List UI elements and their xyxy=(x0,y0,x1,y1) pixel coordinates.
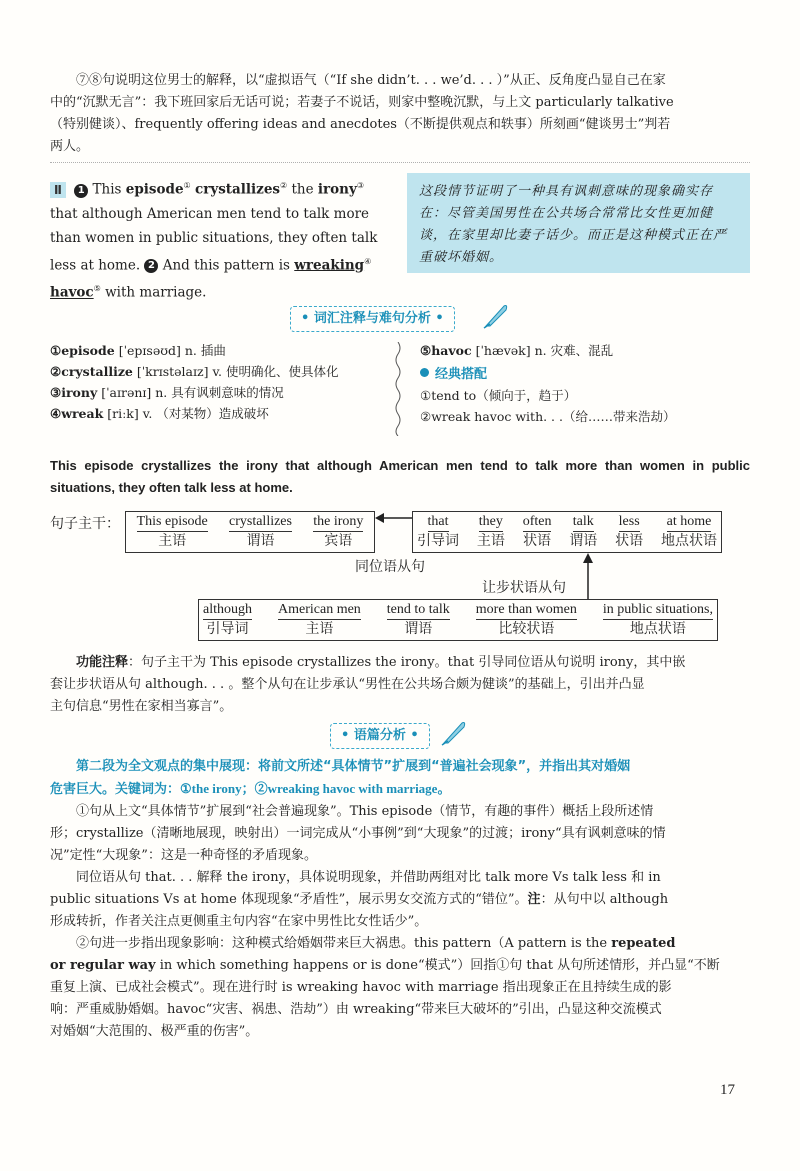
diagram-cell xyxy=(611,512,647,552)
cell-zh: 主语 xyxy=(158,534,187,549)
cell-zh: 引导词 xyxy=(417,534,459,549)
cell-en: tend to talk xyxy=(387,600,450,620)
text-line: 况”定性“大现象”：这是一种奇怪的矛盾现象。 xyxy=(50,848,317,863)
bold-run: repeated xyxy=(611,936,676,951)
cell-en: the irony xyxy=(313,512,363,532)
vocab-item xyxy=(50,361,338,382)
vocab-banner: • 词汇注释与难句分析 • xyxy=(290,306,455,332)
cell-zh: 地点状语 xyxy=(660,534,717,549)
note-mark: ④ xyxy=(364,256,372,266)
sentence-number: 2 xyxy=(144,259,158,273)
cell-en: American men xyxy=(278,600,361,620)
arrow-up-icon xyxy=(581,553,595,599)
text-line: （特别健谈）、frequently offering ideas and anecdotes（不断提供观点和轶事）所刻画“健谈男士”判若 xyxy=(50,117,671,132)
text-line xyxy=(50,652,750,674)
text-line xyxy=(50,778,750,801)
cell-en: at home xyxy=(667,512,712,532)
vocab-def: [ˈkrɪstəlaɪz] v. 使明确化、使具体化 xyxy=(136,364,339,379)
function-note-label: 功能注释 xyxy=(76,655,129,670)
concessive-label: 让步状语从句 xyxy=(482,580,566,596)
text-run: ：句子主干为 This episode crystallizes the irony。that 引导同位语从句说明 irony，其中嵌 xyxy=(128,655,686,670)
dotted-divider xyxy=(50,162,750,163)
vocab-head: ④wreak xyxy=(50,406,104,421)
text-line: 响：严重威胁婚姻。havoc“灾害、祸患、浩劫”）由 wreaking“带来巨大破坏的”引出，凸显这种交流模式 xyxy=(50,1002,662,1017)
text-line: 对婚姻“大范围的、极严重的伤害”。 xyxy=(50,1024,259,1039)
discourse-heading: 危害巨大。关键词为： xyxy=(50,782,181,797)
vocab-head: ②crystallize xyxy=(50,364,133,379)
cell-en: talk xyxy=(573,512,594,532)
concessive-clause-box xyxy=(198,599,718,641)
appositive-clause-box xyxy=(412,511,722,553)
vocab-word: episode xyxy=(125,181,184,198)
cell-zh: 地点状语 xyxy=(629,622,686,637)
wavy-divider xyxy=(393,342,403,436)
text-line: 重复上演、已成社会模式”。现在进行时 is wreaking havoc with marriage 指出现象正在且持续生成的影 xyxy=(50,980,672,995)
discourse-banner: • 语篇分析 • xyxy=(330,723,430,749)
collocation-item: ①tend to（倾向于，趋于） xyxy=(420,388,577,403)
arrow-left-icon xyxy=(375,510,415,526)
diagram-cell xyxy=(274,600,365,640)
passage-text-run: with marriage. xyxy=(105,284,207,301)
note-mark: ③ xyxy=(356,181,364,190)
quill-icon xyxy=(440,719,468,747)
vocab-def: [ˈhævək] n. 灾难、混乱 xyxy=(475,343,614,358)
cell-en: in public situations, xyxy=(603,600,713,620)
text-line: 形成转折，作者关注点更侧重主句内容“在家中男性比女性话少”。 xyxy=(50,914,428,929)
text-line xyxy=(50,933,750,955)
function-note xyxy=(50,652,750,718)
cell-en: that xyxy=(428,512,449,532)
note-mark: ⑤ xyxy=(93,284,101,293)
vocab-item xyxy=(420,340,675,361)
vocab-word: wreaking xyxy=(294,257,365,273)
keywords: ①the irony；②wreaking havoc with marriage xyxy=(180,781,438,796)
diagram-cell xyxy=(599,600,717,640)
cell-en: less xyxy=(619,512,640,532)
cell-en: often xyxy=(523,512,552,532)
vocab-def: [riːk] v. （对某物）造成破坏 xyxy=(107,406,269,421)
collocation-title-text: 经典搭配 xyxy=(435,367,488,382)
diagram-cell xyxy=(133,512,212,552)
cell-zh: 比较状语 xyxy=(498,622,555,637)
text-run: ②句进一步指出现象影响：这种模式给婚姻带来巨大祸患。this pattern（A pattern is the xyxy=(76,936,608,951)
main-clause-box xyxy=(125,511,375,553)
top-paragraph xyxy=(50,70,750,158)
quill-icon xyxy=(482,302,510,330)
diagram-cell xyxy=(565,512,601,552)
passage-text-run: that although American men tend to talk more than women in public situations, they often talk less at home. xyxy=(50,205,378,273)
cell-zh: 主语 xyxy=(476,534,505,549)
cell-en: they xyxy=(479,512,503,532)
diagram-cell xyxy=(225,512,296,552)
cell-en: This episode xyxy=(137,512,208,532)
cell-en: although xyxy=(203,600,252,620)
text-line xyxy=(50,889,750,911)
vocab-item xyxy=(50,340,338,361)
cell-zh: 状语 xyxy=(523,534,552,549)
vocab-head: ⑤havoc xyxy=(420,343,472,358)
bullet-icon xyxy=(420,368,429,377)
cell-en: more than women xyxy=(476,600,577,620)
text-line: 两人。 xyxy=(50,139,90,154)
text-line: 套让步状语从句 although. . . 。整个从句在让步承认“男性在公共场合颇为健谈”的基础上，引出并凸显 xyxy=(50,677,645,692)
note-mark: ② xyxy=(280,181,288,190)
punct: 。 xyxy=(437,782,451,797)
key-sentence: This episode crystallizes the irony that although American men tend to talk more than women in public situations, they often talk less at home. xyxy=(50,458,750,495)
page-number: 17 xyxy=(720,1082,735,1098)
diagram-cell xyxy=(309,512,367,552)
vocab-def: [ˈepɪsəʊd] n. 插曲 xyxy=(118,343,226,358)
vocab-list-right xyxy=(420,340,675,427)
discourse-analysis xyxy=(50,756,750,1043)
text-line: 形；crystallize（清晰地展现，映射出）一词完成从“小事例”到“大现象”的过渡；irony“具有讽刺意味的情 xyxy=(50,826,666,841)
passage-word: the xyxy=(291,181,314,198)
text-run: public situations Vs at home 体现现象“矛盾性”，展示男女交流方式的“错位”。 xyxy=(50,892,528,907)
cell-zh: 状语 xyxy=(615,534,644,549)
text-line: 主句信息“男性在家相当寡言”。 xyxy=(50,699,233,714)
vocab-item xyxy=(50,382,338,403)
diagram-cell xyxy=(383,600,454,640)
text-line: ⑦⑧句说明这位男士的解释，以“虚拟语气（“If she didn’t. . . we’d. . . ）”从正、反角度凸显自己在家 xyxy=(76,73,666,88)
translation-box: 这段情节证明了一种具有讽刺意味的现象确实存在：尽管美国男性在公共场合常常比女性更加健谈，在家里却比妻子话少。而正是这种模式正在严重破坏婚姻。 xyxy=(407,173,750,273)
diagram-cell xyxy=(519,512,556,552)
vocab-head: ③irony xyxy=(50,385,98,400)
cell-zh: 引导词 xyxy=(206,622,249,637)
diagram-cell xyxy=(472,600,581,640)
cell-zh: 宾语 xyxy=(324,534,353,549)
section-number: Ⅱ xyxy=(50,182,66,198)
passage-text xyxy=(50,174,390,305)
cell-zh: 谓语 xyxy=(569,534,598,549)
vocab-list xyxy=(50,340,338,424)
note-label: 注 xyxy=(527,892,541,907)
text-line: ①句从上文“具体情节”扩展到“社会普遍现象”。This episode（情节，有趣的事件）概括上段所述情 xyxy=(76,804,654,819)
collocation-title xyxy=(420,363,675,385)
bold-run: or regular way xyxy=(50,958,156,973)
vocab-word: irony xyxy=(317,181,357,198)
text-run: ：从句中以 although xyxy=(540,892,669,907)
text-line: 中的“沉默无言”：我下班回家后无话可说；若妻子不说话，则家中整晚沉默，与上文 particularly talkative xyxy=(50,95,674,110)
vocab-item xyxy=(50,403,338,424)
text-run: in which something happens or is done“模式”）回指①句 that 从句所述情形，并凸显“不断 xyxy=(155,958,720,973)
cell-zh: 谓语 xyxy=(404,622,433,637)
vocab-def: [ˈaɪrənɪ] n. 具有讽刺意味的情况 xyxy=(101,385,284,400)
text-line: 同位语从句 that. . . 解释 the irony，具体说明现象，并借助两组对比 talk more Vs talk less 和 in xyxy=(76,870,661,885)
vocab-word: havoc xyxy=(50,284,94,301)
vocab-head: ①episode xyxy=(50,343,115,358)
vocab-word: crystallizes xyxy=(195,181,281,198)
sentence-number: 1 xyxy=(74,184,88,198)
diagram-cell xyxy=(657,512,721,552)
main-clause-label: 句子主干： xyxy=(50,516,120,532)
discourse-heading: 第二段为全文观点的集中展现：将前文所述“具体情节”扩展到“普遍社会现象”，并指出其对婚姻 xyxy=(76,759,631,774)
diagram-cell xyxy=(413,512,463,552)
appositive-label: 同位语从句 xyxy=(355,559,425,575)
note-mark: ① xyxy=(183,181,191,190)
diagram-cell xyxy=(199,600,256,640)
diagram-cell xyxy=(473,512,509,552)
passage-text-run: And this pattern is xyxy=(162,257,290,273)
cell-en: crystallizes xyxy=(229,512,292,532)
passage-word: This xyxy=(92,181,122,198)
text-line xyxy=(50,955,750,977)
cell-zh: 谓语 xyxy=(246,534,275,549)
collocation-item: ②wreak havoc with. . .（给……带来浩劫） xyxy=(420,409,676,424)
cell-zh: 主语 xyxy=(305,622,334,637)
